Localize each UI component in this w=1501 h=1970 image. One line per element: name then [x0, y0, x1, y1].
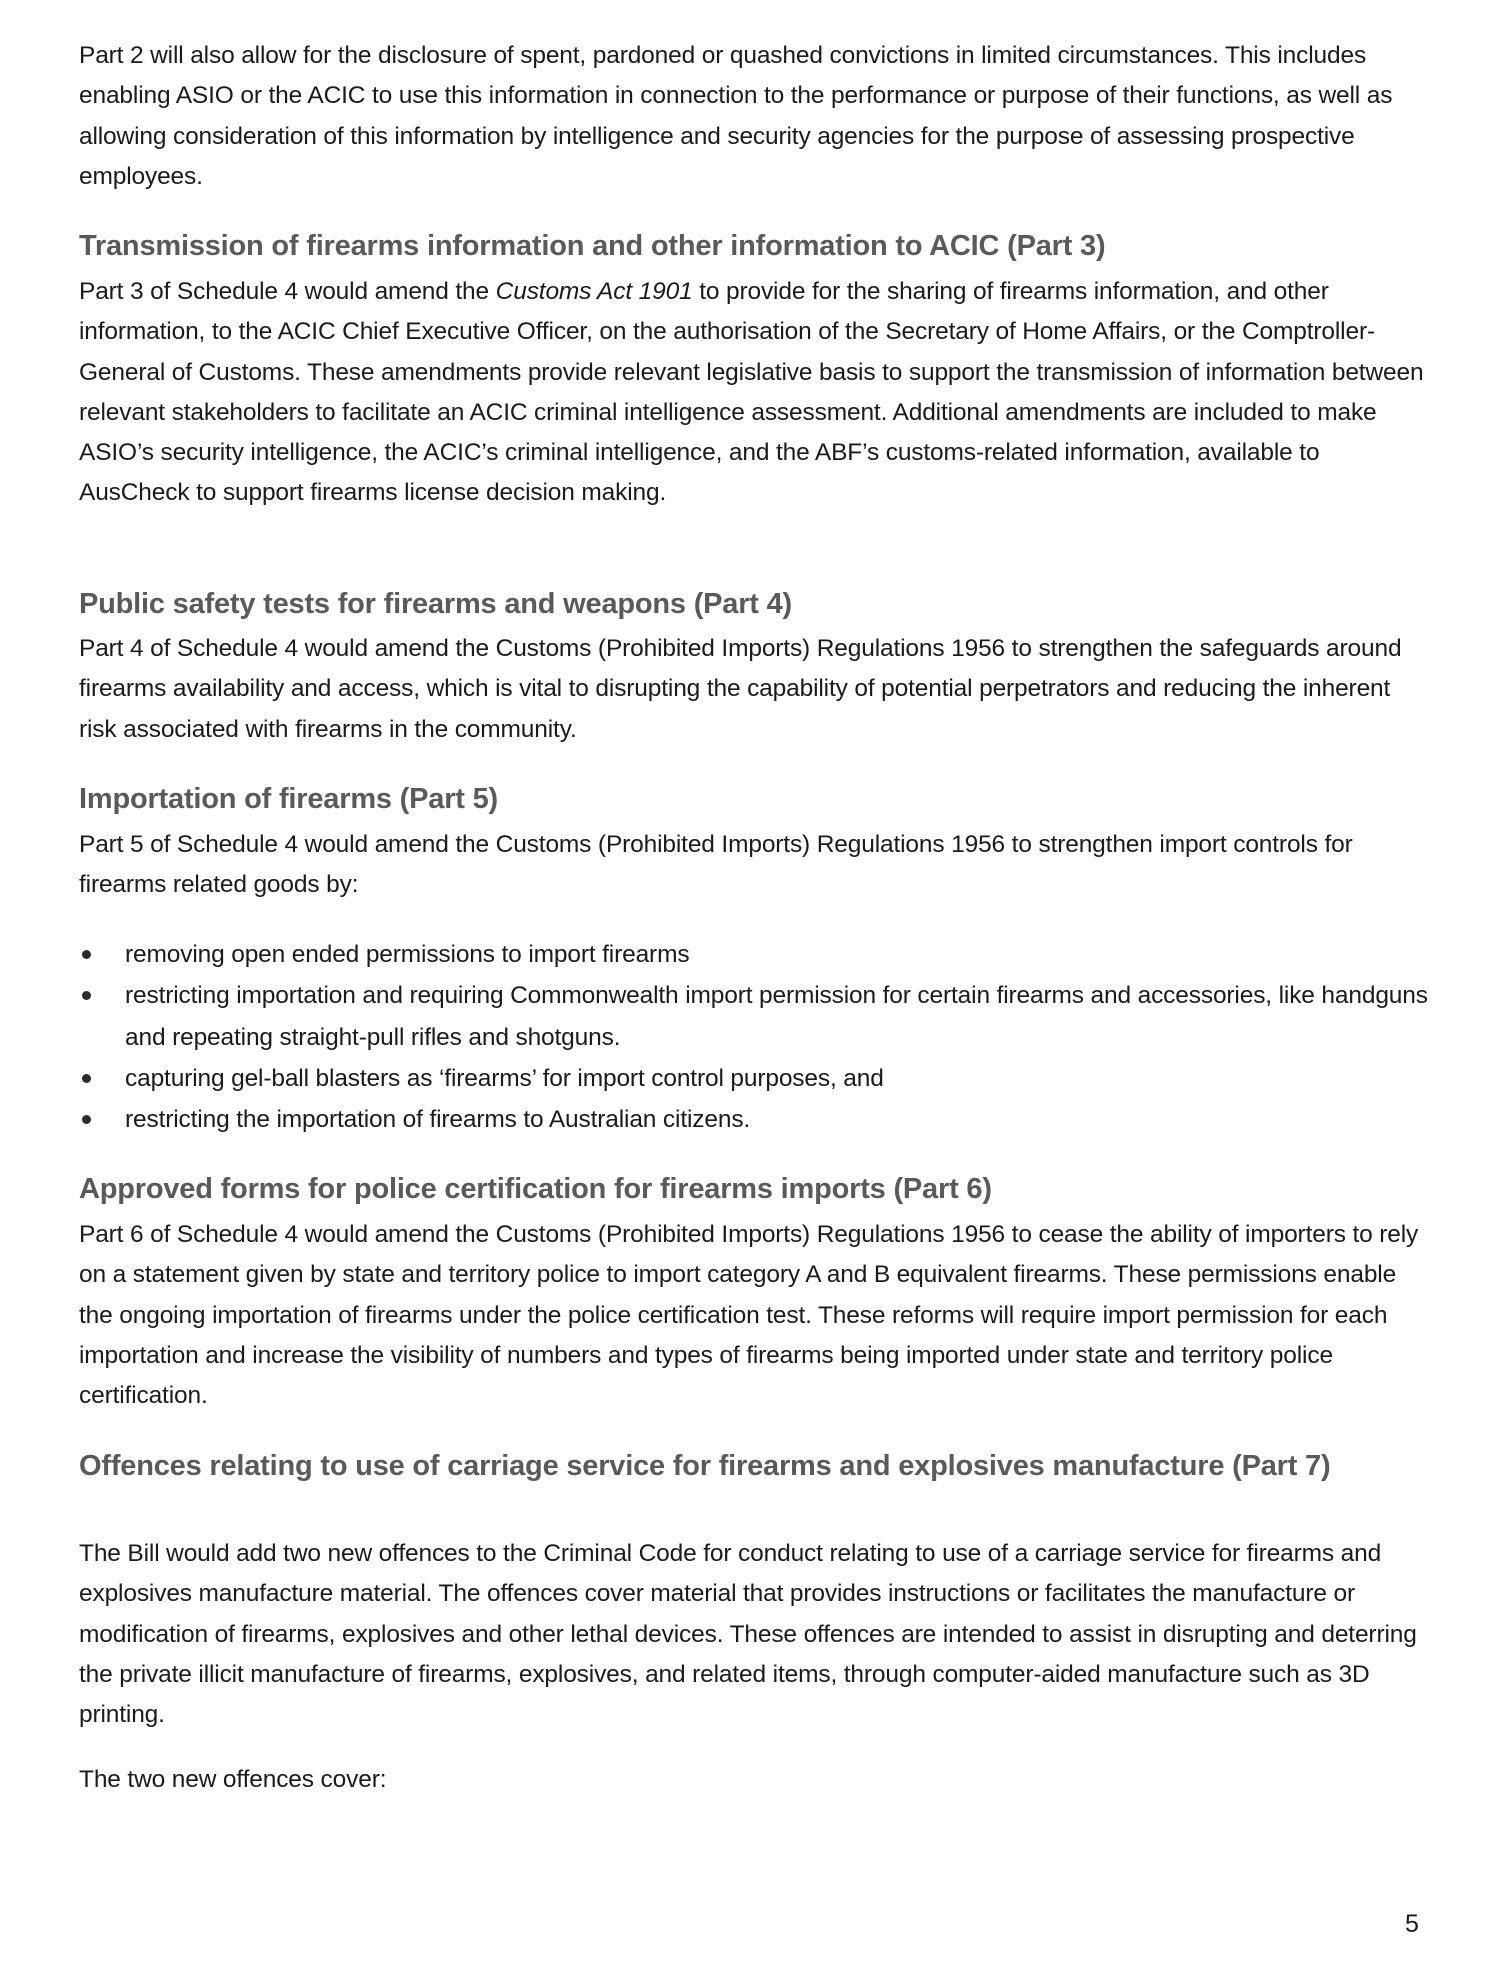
list-item-text: restricting importation and requiring Commonwealth import permission for certain firearms and accessories, like handguns and repeating straight-pull rifles and shotguns. [125, 982, 1428, 1051]
section-body-part-3 [79, 272, 1434, 514]
section-heading-part-3: Transmission of firearms information and other information to ACIC (Part 3) [79, 230, 1106, 262]
bullet-icon [82, 950, 91, 959]
act-title-italic: Customs Act 1901 [495, 278, 693, 305]
list-item-text: removing open ended permissions to import firearms [125, 941, 690, 968]
section-body-part-5: Part 5 of Schedule 4 would amend the Customs (Prohibited Imports) Regulations 1956 to strengthen import controls for firearms related goods by: [79, 831, 1353, 899]
list-item [79, 1099, 1434, 1140]
list-item-text: capturing gel-ball blasters as ‘firearms’ for import control purposes, and [125, 1064, 884, 1092]
list-item [79, 975, 1434, 1058]
page-number: 5 [1405, 1910, 1419, 1938]
body-text: to provide for the sharing of firearms information, and other information, to the ACIC Chief Executive Officer, on the authorisation of the Secretary of Home Affairs, or the Comptroller-General of Customs. These amendments provide relevant legislative basis to support the transmission of information between relevant stakeholders to facilitate an ACIC criminal intelligence assessment. Additional amendments are included to make ASIO’s security intelligence, the ACIC’s criminal intelligence, and the ABF’s customs-related information, available to AusCheck to support firearms license decision making. [79, 278, 1424, 507]
section-body-part-6: Part 6 of Schedule 4 would amend the Customs (Prohibited Imports) Regulations 1956 to cease the ability of importers to rely on a statement given by state and territory police to import category A and B equivalent firearms. These permissions enable the ongoing importation of firearms under the police certification test. These reforms will require import permission for each importation and increase the visibility of numbers and types of firearms being imported under state and territory police certification. [79, 1221, 1419, 1410]
section-heading-part-5: Importation of firearms (Part 5) [79, 783, 498, 815]
bullet-icon [82, 991, 91, 1000]
section-heading-part-4: Public safety tests for firearms and weapons (Part 4) [79, 588, 793, 620]
list-item [79, 934, 1434, 975]
list-item-text: restricting the importation of firearms to Australian citizens. [125, 1106, 751, 1134]
intro-paragraph: Part 2 will also allow for the disclosure of spent, pardoned or quashed convictions in limited circumstances. This includes enabling ASIO or the ACIC to use this information in connection to the performance or purpose of their functions, as well as allowing consideration of this information by intelligence and security agencies for the purpose of assessing prospective employees. [79, 42, 1393, 190]
list-item [79, 1058, 1434, 1099]
bullet-icon [82, 1074, 91, 1083]
bullet-icon [82, 1115, 91, 1124]
section-heading-part-7: Offences relating to use of carriage service for firearms and explosives manufacture (Part 7) [79, 1450, 1331, 1482]
section-body-part-7: The Bill would add two new offences to the Criminal Code for conduct relating to use of a carriage service for firearms and explosives manufacture material. The offences cover material that provides instructions or facilitates the manufacture or modification of firearms, explosives and other lethal devices. These offences are intended to assist in disrupting and deterring the private illicit manufacture of firearms, explosives, and related items, through computer-aided manufacture such as 3D printing. [79, 1540, 1417, 1729]
body-text: Part 3 of Schedule 4 would amend the [79, 278, 496, 305]
section-closing-part-7: The two new offences cover: [79, 1766, 387, 1793]
section-heading-part-6: Approved forms for police certification for firearms imports (Part 6) [79, 1173, 992, 1205]
section-body-part-4: Part 4 of Schedule 4 would amend the Customs (Prohibited Imports) Regulations 1956 to strengthen the safeguards around firearms availability and access, which is vital to disrupting the capability of potential perpetrators and reducing the inherent risk associated with firearms in the community. [79, 635, 1402, 743]
bullet-list-part-5 [79, 934, 1434, 1140]
